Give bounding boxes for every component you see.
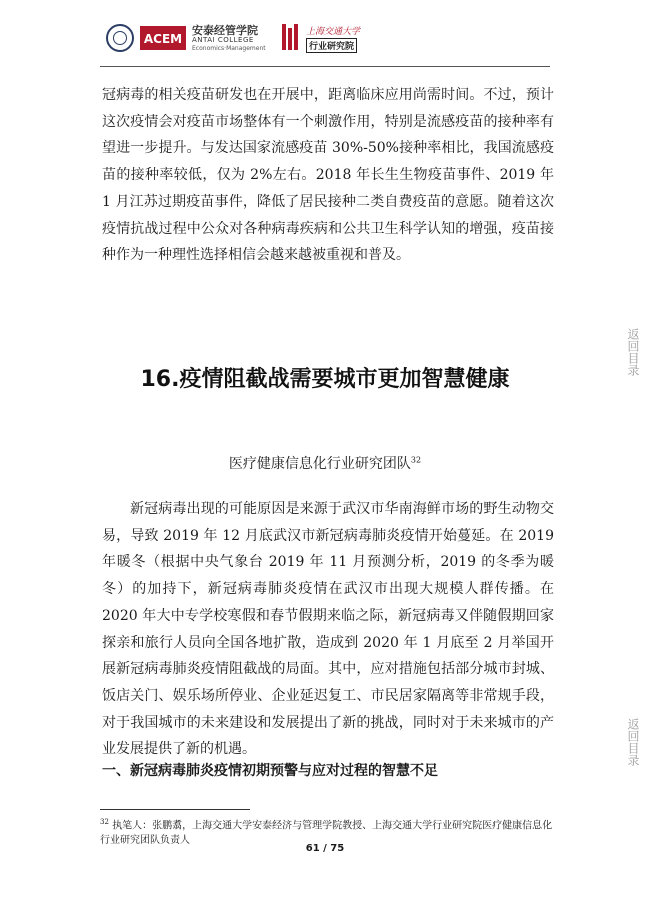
section-title: 16.疫情阻截战需要城市更加智慧健康 bbox=[140, 367, 510, 392]
footnote-number: 32 bbox=[100, 818, 109, 826]
back-to-contents-link-lower[interactable]: 返回目录 bbox=[626, 718, 640, 766]
footnote-text: 执笔人：张鹏翥，上海交通大学安泰经济与管理学院教授、上海交通大学行业研究院医疗健康信息化行业研究团队负责人 bbox=[100, 820, 553, 847]
subheading: 一、新冠病毒肺炎疫情初期预警与应对过程的智慧不足 bbox=[102, 763, 438, 779]
byline-footnote-ref[interactable]: 32 bbox=[410, 455, 422, 465]
body-paragraph: 新冠病毒出现的可能原因是来源于武汉市华南海鲜市场的野生动物交易，导致 2019 年 12 月底武汉市新冠病毒肺炎疫情开始蔓延。在 2019 年暖冬（根据中央气象台 2019 年 11 月预测分析，2019 的冬季为暖冬）的加持下，新冠病毒肺炎疫情在武汉市出现大规模人群传播。在 2020 年大中专学校寒假和春节假期来临之际，新冠病毒又伴随假期回家探亲和旅行人员向全国各地扩散，造成到 2020 年 1 月底至 2 月举国开展新冠病毒肺炎疫情阻截战的局面。其中，应对措施包括部分城市封城、饭店关门、娱乐场所停业、企业延迟复工、市民居家隔离等非常规手段，对于我国城市的未来建设和发展提出了新的挑战，同时对于未来城市的产业发展提供了新的机遇。 bbox=[102, 501, 554, 758]
antai-college-name-cn: 安泰经管学院 bbox=[192, 24, 258, 37]
page-number: 61 / 75 bbox=[305, 843, 345, 854]
byline-text: 医疗健康信息化行业研究团队 bbox=[228, 456, 411, 472]
intro-paragraph: 冠病毒的相关疫苗研发也在开展中，距离临床应用尚需时间。不过，预计这次疫情会对疫苗市场整体有一个刺激作用，特别是流感疫苗的接种率有望进一步提升。与发达国家流感疫苗 30%-50%接种率相比，我国流感疫苗的接种率较低，仅为 2%左右。2018 年长生生物疫苗事件、2019 年 1 月江苏过期疫苗事件，降低了居民接种二类自费疫苗的意愿。随着这次疫情抗战过程中公众对各种病毒疾病和公共卫生科学认知的增强，疫苗接种作为一种理性选择相信会越来越被重视和普及。 bbox=[102, 87, 554, 264]
industry-research-institute-name: 行业研究院 bbox=[306, 38, 357, 53]
footnote-divider bbox=[100, 809, 250, 810]
acem-logo bbox=[140, 26, 186, 50]
sjtu-seal-logo bbox=[106, 24, 134, 52]
byline bbox=[0, 453, 650, 473]
svg-text:ACEM: ACEM bbox=[143, 32, 183, 46]
page-header bbox=[100, 22, 360, 58]
header-divider bbox=[100, 66, 550, 67]
back-to-contents-link[interactable]: 返回目录 bbox=[626, 328, 640, 376]
industry-research-logo bbox=[280, 22, 300, 52]
sjtu-name-cn: 上海交通大学 bbox=[306, 27, 361, 37]
antai-college-name-en: ANTAI COLLEGE bbox=[192, 36, 254, 44]
antai-college-subtitle-en: Economics·Management bbox=[192, 45, 266, 52]
